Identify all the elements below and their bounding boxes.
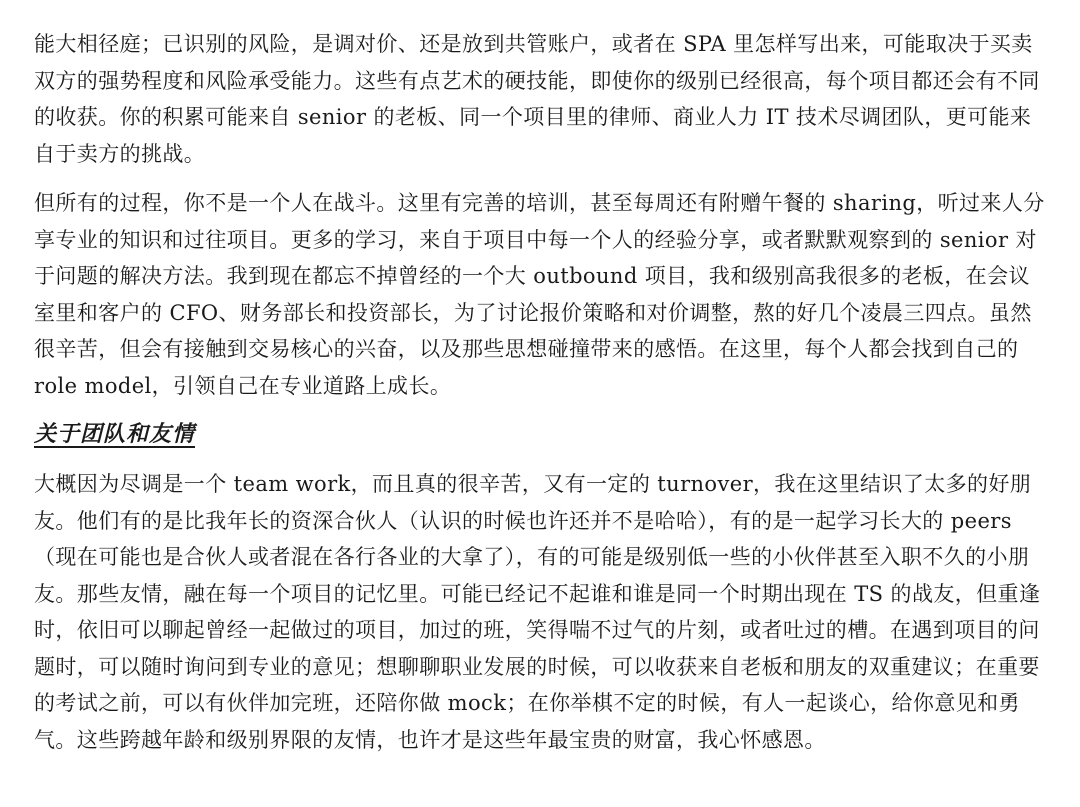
paragraph-team-friendship: 大概因为尽调是一个 team work，而且真的很辛苦，又有一定的 turnover，我在这里结识了太多的好朋友。他们有的是比我年长的资深合伙人（认识的时候也许还并不是哈哈），有的是一起学习长大的 peers（现在可能也是合伙人或者混在各行各业的大拿了），有的可能是级别低一些的小伙伴甚至入职不久的小朋友。那些友情，融在每一个项目的记忆里。可能已经记不起谁和谁是同一个时期出现在 TS 的战友，但重逢时，依旧可以聊起曾经一起做过的项目，加过的班，笑得喘不过气的片刻，或者吐过的槽。在遇到项目的问题时，可以随时询问到专业的意见；想聊聊职业发展的时候，可以收获来自老板和朋友的双重建议；在重要的考试之前，可以有伙伴加完班，还陪你做 mock；在你举棋不定的时候，有人一起谈心，给你意见和勇气。这些跨越年龄和级别界限的友情，也许才是这些年最宝贵的财富，我心怀感恩。 (34, 472, 1041, 752)
paragraph-risk-skills: 能大相径庭；已识别的风险，是调对价、还是放到共管账户，或者在 SPA 里怎样写出来，可能取决于买卖双方的强势程度和风险承受能力。这些有点艺术的硬技能，即使你的级别已经很高，每个项目都还会有不同的收获。你的积累可能来自 senior 的老板、同一个项目里的律师、商业人力 IT 技术尽调团队，更可能来自于卖方的挑战。 (34, 32, 1040, 166)
paragraph-training-learning: 但所有的过程，你不是一个人在战斗。这里有完善的培训，甚至每周还有附赠午餐的 sharing，听过来人分享专业的知识和过往项目。更多的学习，来自于项目中每一个人的经验分享，或者默默观察到的 senior 对于问题的解决方法。我到现在都忘不掉曾经的一个大 outbound 项目，我和级别高我很多的老板，在会议室里和客户的 CFO、财务部长和投资部长，为了讨论报价策略和对价调整，熬的好几个凌晨三四点。虽然很辛苦，但会有接触到交易核心的兴奋，以及那些思想碰撞带来的感悟。在这里，每个人都会找到自己的 role model，引领自己在专业道路上成长。 (34, 191, 1045, 398)
section-heading-team-friendship: 关于团队和友情 (34, 421, 196, 447)
